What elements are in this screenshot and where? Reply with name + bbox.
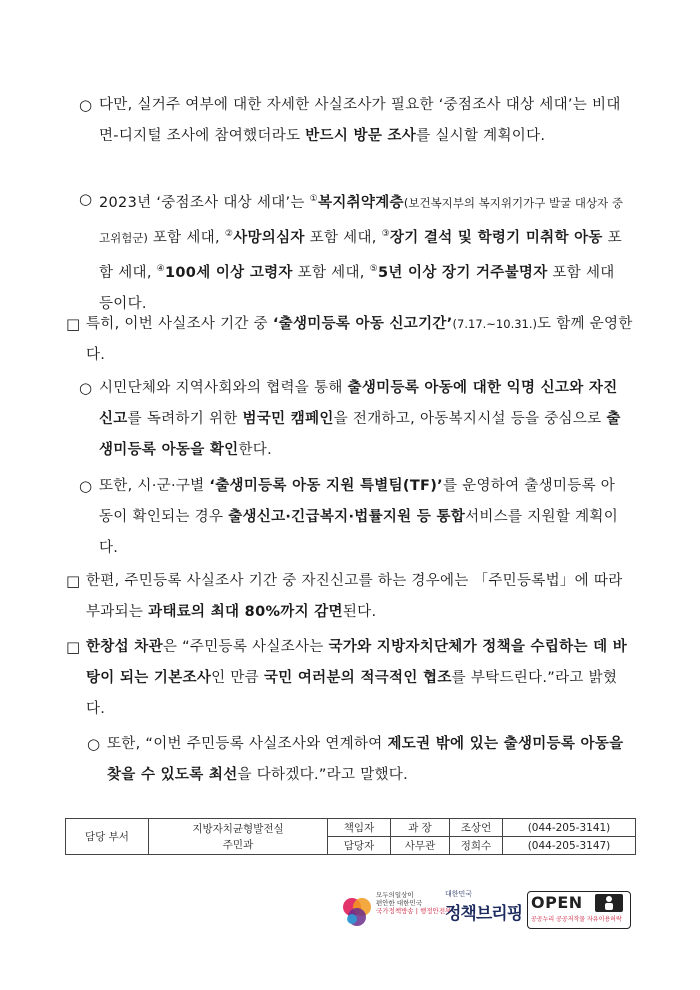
bullet-circle: ○ bbox=[87, 735, 101, 753]
bullet-circle: ○ bbox=[79, 379, 93, 397]
slogan-emblem-icon bbox=[340, 893, 374, 933]
policy-briefing-logo: 대한민국 정책브리핑 bbox=[445, 890, 523, 924]
contact-table bbox=[65, 818, 636, 855]
para-birth-report-period: □ 특히, 이번 사실조사 기간 중 ‘출생미등록 아동 신고기간’(7.17.~10.31.)도 함께 운영한다. bbox=[86, 309, 634, 371]
title-cell: 과 장 bbox=[391, 819, 450, 837]
para-fine-reduction: □ 한편, 주민등록 사실조사 기간 중 자진신고를 하는 경우에는 「주민등록법」에 따라 부과되는 과태료의 최대 80%까지 감면된다. bbox=[86, 566, 634, 628]
title-cell: 사무관 bbox=[391, 837, 450, 855]
para-vice-minister-quote: □ 한창섭 차관은 “주민등록 사실조사는 국가와 지방자치단체가 정책을 수립하는 데 바탕이 되는 기본조사인 만큼 국민 여러분의 적극적인 협조를 부탁드린다.”라고 밝혔다. bbox=[86, 632, 634, 725]
bullet-square: □ bbox=[66, 572, 81, 590]
role-cell: 책임자 bbox=[328, 819, 391, 837]
para-closing-quote: ○ 또한, “이번 주민등록 사실조사와 연계하여 제도권 밖에 있는 출생미등록 아동을 찾을 수 있도록 최선을 다하겠다.”라고 말했다. bbox=[107, 729, 629, 791]
contact-row bbox=[66, 819, 636, 837]
phone-cell: (044-205-3147) bbox=[503, 837, 636, 855]
role-cell: 담당자 bbox=[328, 837, 391, 855]
dept-name: 지방자치균형발전실 주민과 bbox=[149, 819, 328, 855]
name-cell: 조상언 bbox=[450, 819, 503, 837]
bullet-circle: ○ bbox=[79, 477, 93, 495]
attribution-icon bbox=[595, 894, 623, 912]
bullet-circle: ○ bbox=[79, 190, 93, 208]
name-cell: 정희수 bbox=[450, 837, 503, 855]
open-license-logo: OPEN 공공누리 공공저작물 자유이용허락 bbox=[527, 885, 633, 935]
para-focus-households: ○ 2023년 ‘중점조사 대상 세대’는 ①복지취약계층(보건복지부의 복지위기가구 발굴 대상자 중 고위험군) 포함 세대, ②사망의심자 포함 세대, ③장기 결석 및 학령기 미취학 아동 포함 세대, ④100세 이상 고령자 포함 세대, ⑤5년 이상 장기 거주불명자 포함 세대 등이다. bbox=[99, 184, 629, 320]
bullet-square: □ bbox=[66, 315, 81, 333]
phone-cell: (044-205-3141) bbox=[503, 819, 636, 837]
dept-label: 담당 부서 bbox=[66, 819, 149, 855]
para-campaign: ○ 시민단체와 지역사회와의 협력을 통해 출생미등록 아동에 대한 익명 신고와 자진신고를 독려하기 위한 범국민 캠페인을 전개하고, 아동복지시설 등을 중심으로 출생미등록 아동을 확인한다. bbox=[99, 373, 629, 466]
para-inspection-visit: ○ 다만, 실거주 여부에 대한 자세한 사실조사가 필요한 ‘중점조사 대상 세대’는 비대면-디지털 조사에 참여했더라도 반드시 방문 조사를 실시할 계획이다. bbox=[99, 90, 629, 152]
para-task-force: ○ 또한, 시·군·구별 ‘출생미등록 아동 지원 특별팀(TF)’를 운영하여 출생미등록 아동이 확인되는 경우 출생신고·긴급복지·법률지원 등 통합서비스를 지원할 계획이다. bbox=[99, 471, 629, 564]
bullet-circle: ○ bbox=[79, 96, 93, 114]
bullet-square: □ bbox=[66, 638, 81, 656]
slogan-logo: 모두의일상이 편안한 대한민국 국가정책방송 | 행정안전부 bbox=[340, 885, 440, 935]
